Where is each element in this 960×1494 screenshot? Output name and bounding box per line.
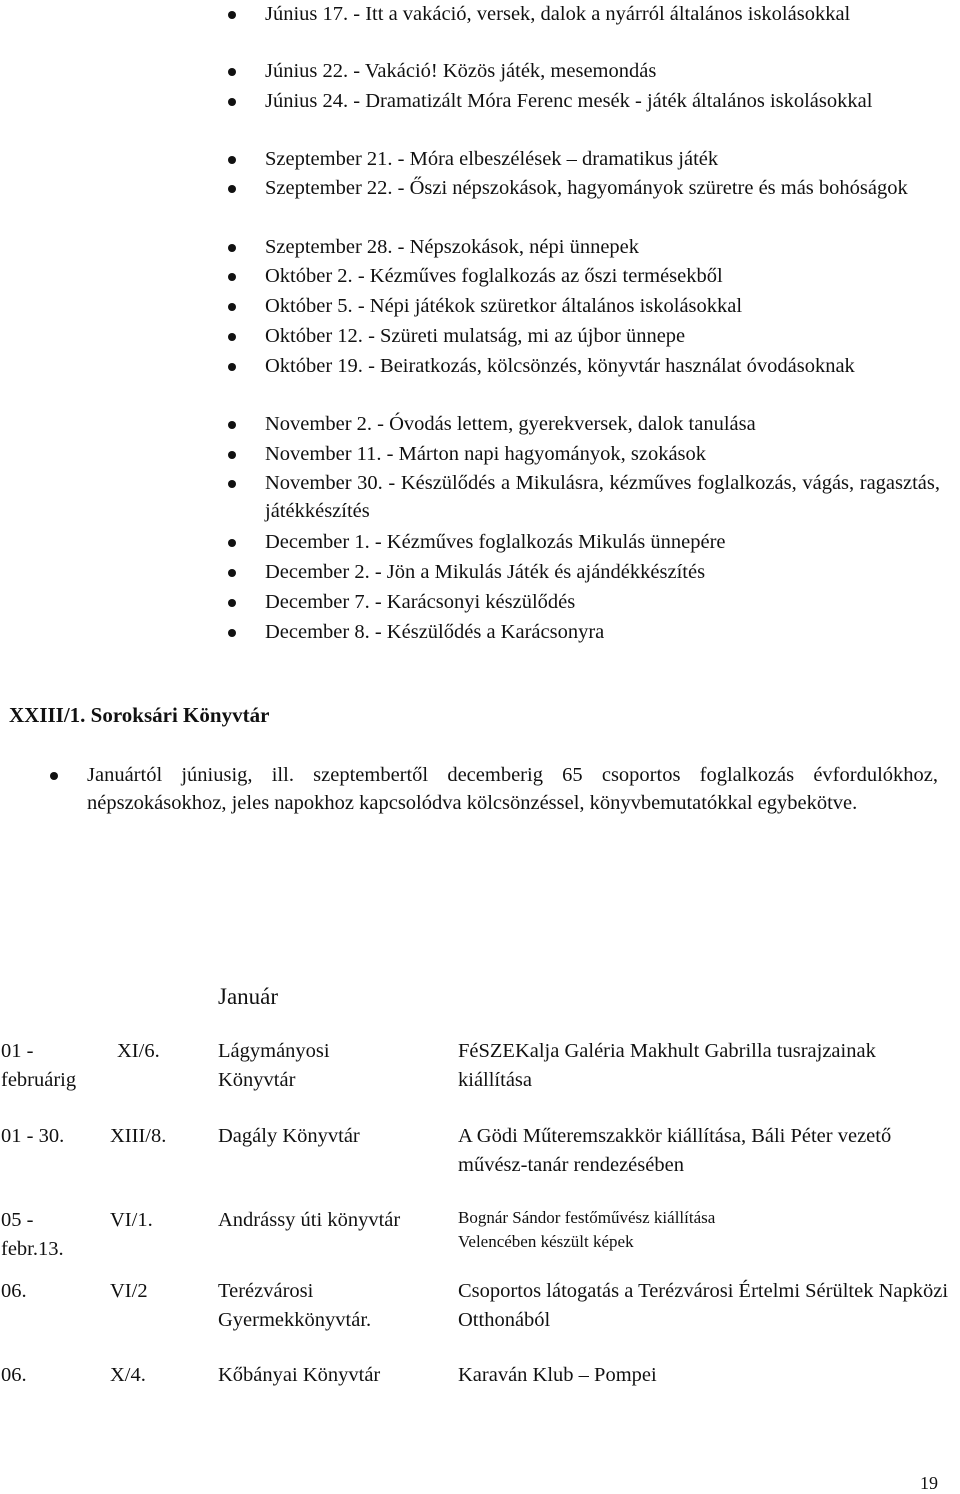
schedule-description: Csoportos látogatás a Terézvárosi Értelmi Sérültek Napközi Otthonából <box>458 1280 949 1331</box>
list-item <box>228 174 908 202</box>
bullet-icon <box>228 273 236 281</box>
schedule-description: Karaván Klub – Pompei <box>458 1364 657 1386</box>
schedule-library: Terézvárosi Gyermekkönyvtár. <box>218 1280 372 1331</box>
event-text: - Készülődés a Karácsonyra <box>374 621 605 643</box>
bullet-icon <box>228 599 236 607</box>
event-text: - Itt a vakáció, versek, dalok a nyárról általános iskolásokkal <box>353 3 851 25</box>
event-date: November 30. <box>265 472 383 494</box>
bullet-icon <box>228 421 236 429</box>
event-text: - Őszi népszokások, hagyományok szüretre és más bohóságok <box>397 177 908 199</box>
bullet-icon <box>228 68 236 76</box>
event-date: Október 2. <box>265 265 353 287</box>
schedule-code: VI/1. <box>110 1209 153 1231</box>
list-item <box>228 558 705 586</box>
bullet-icon <box>228 629 236 637</box>
event-date: Október 19. <box>265 355 363 377</box>
event-text: - Márton napi hagyományok, szokások <box>386 443 707 465</box>
list-item <box>228 322 685 350</box>
list-item <box>228 262 723 290</box>
event-date: November 11. <box>265 443 382 465</box>
list-item <box>228 87 872 115</box>
schedule-library: Dagály Könyvtár <box>218 1125 360 1147</box>
schedule-code: VI/2 <box>110 1280 148 1302</box>
event-text: - Szüreti mulatság, mi az újbor ünnepe <box>368 325 686 347</box>
event-text: - Készülődés a Mikulásra, kézműves foglalkozás, vágás, ragasztás, játékkészítés <box>265 472 941 522</box>
page-number: 19 <box>920 1473 938 1493</box>
event-text: - Kézműves foglalkozás az őszi termésekből <box>357 265 723 287</box>
event-date: December 8. <box>265 621 370 643</box>
schedule-description: Bognár Sándor festőművész kiállítása Velencében készült képek <box>458 1208 716 1251</box>
bullet-icon <box>50 772 58 780</box>
event-date: Június 24. <box>265 90 349 112</box>
event-text: - Vakáció! Közös játék, mesemondás <box>353 60 657 82</box>
bullet-icon <box>228 156 236 164</box>
schedule-library: Andrássy úti könyvtár <box>218 1209 401 1231</box>
list-item <box>228 0 850 28</box>
schedule-date: 06. <box>1 1280 27 1302</box>
schedule-code: X/4. <box>110 1364 146 1386</box>
bullet-icon <box>228 303 236 311</box>
list-item <box>228 57 656 85</box>
event-date: December 1. <box>265 531 370 553</box>
bullet-icon <box>228 451 236 459</box>
section-intro <box>50 761 938 817</box>
event-date: Június 22. <box>265 60 349 82</box>
event-text: - Karácsonyi készülődés <box>374 591 576 613</box>
event-date: Október 5. <box>265 295 353 317</box>
event-text: - Óvodás lettem, gyerekversek, dalok tanulása <box>377 413 756 435</box>
list-item <box>228 145 718 173</box>
bullet-icon <box>228 185 236 193</box>
month-heading: Január <box>218 984 279 1009</box>
event-date: Június 17. <box>265 3 349 25</box>
event-text: - Beiratkozás, kölcsönzés, könyvtár használat óvodásoknak <box>368 355 855 377</box>
bullet-icon <box>228 480 236 488</box>
list-item <box>228 618 604 646</box>
intro-text: Januártól júniusig, ill. szeptembertől decemberig 65 csoportos foglalkozás évfordulókhoz, népszokásokhoz, jeles napokhoz kapcsolódva kölcsönzéssel, könyvbemutatókkal egybekötve. <box>87 764 938 814</box>
bullet-icon <box>228 569 236 577</box>
list-item <box>228 528 726 556</box>
schedule-code: XI/6. <box>117 1040 160 1062</box>
list-item <box>228 440 706 468</box>
section-title: XXIII/1. Soroksári Könyvtár <box>9 703 270 727</box>
bullet-icon <box>228 98 236 106</box>
event-date: Szeptember 28. <box>265 236 393 258</box>
bullet-icon <box>228 539 236 547</box>
list-item <box>228 233 639 261</box>
bullet-icon <box>228 363 236 371</box>
event-text: - Népszokások, népi ünnepek <box>397 236 640 258</box>
list-item <box>228 469 940 525</box>
event-text: - Dramatizált Móra Ferenc mesék - játék általános iskolásokkal <box>353 90 873 112</box>
event-date: November 2. <box>265 413 373 435</box>
bullet-icon <box>228 11 236 19</box>
list-item <box>228 292 742 320</box>
schedule-library: Kőbányai Könyvtár <box>218 1364 381 1386</box>
schedule-library: Lágymányosi Könyvtár <box>218 1040 330 1091</box>
list-item <box>228 588 575 616</box>
event-text: - Móra elbeszélések – dramatikus játék <box>397 148 719 170</box>
bullet-icon <box>228 244 236 252</box>
event-date: Szeptember 22. <box>265 177 393 199</box>
schedule-description: FéSZEKalja Galéria Makhult Gabrilla tusrajzainak kiállítása <box>458 1040 876 1091</box>
list-item <box>228 352 855 380</box>
list-item <box>228 410 756 438</box>
event-date: Október 12. <box>265 325 363 347</box>
schedule-date: 05 - febr.13. <box>1 1209 64 1260</box>
event-text: - Jön a Mikulás Játék és ajándékkészítés <box>374 561 706 583</box>
bullet-icon <box>228 333 236 341</box>
schedule-date: 01 - 30. <box>1 1125 65 1147</box>
schedule-date: 06. <box>1 1364 27 1386</box>
schedule-description: A Gödi Műteremszakkör kiállítása, Báli Péter vezető művész-tanár rendezésében <box>458 1125 892 1176</box>
event-text: - Népi játékok szüretkor általános iskolásokkal <box>357 295 743 317</box>
schedule-date: 01 - februárig <box>1 1040 77 1091</box>
schedule-code: XIII/8. <box>110 1125 167 1147</box>
event-date: December 2. <box>265 561 370 583</box>
event-date: December 7. <box>265 591 370 613</box>
event-date: Szeptember 21. <box>265 148 393 170</box>
event-text: - Kézműves foglalkozás Mikulás ünnepére <box>374 531 726 553</box>
